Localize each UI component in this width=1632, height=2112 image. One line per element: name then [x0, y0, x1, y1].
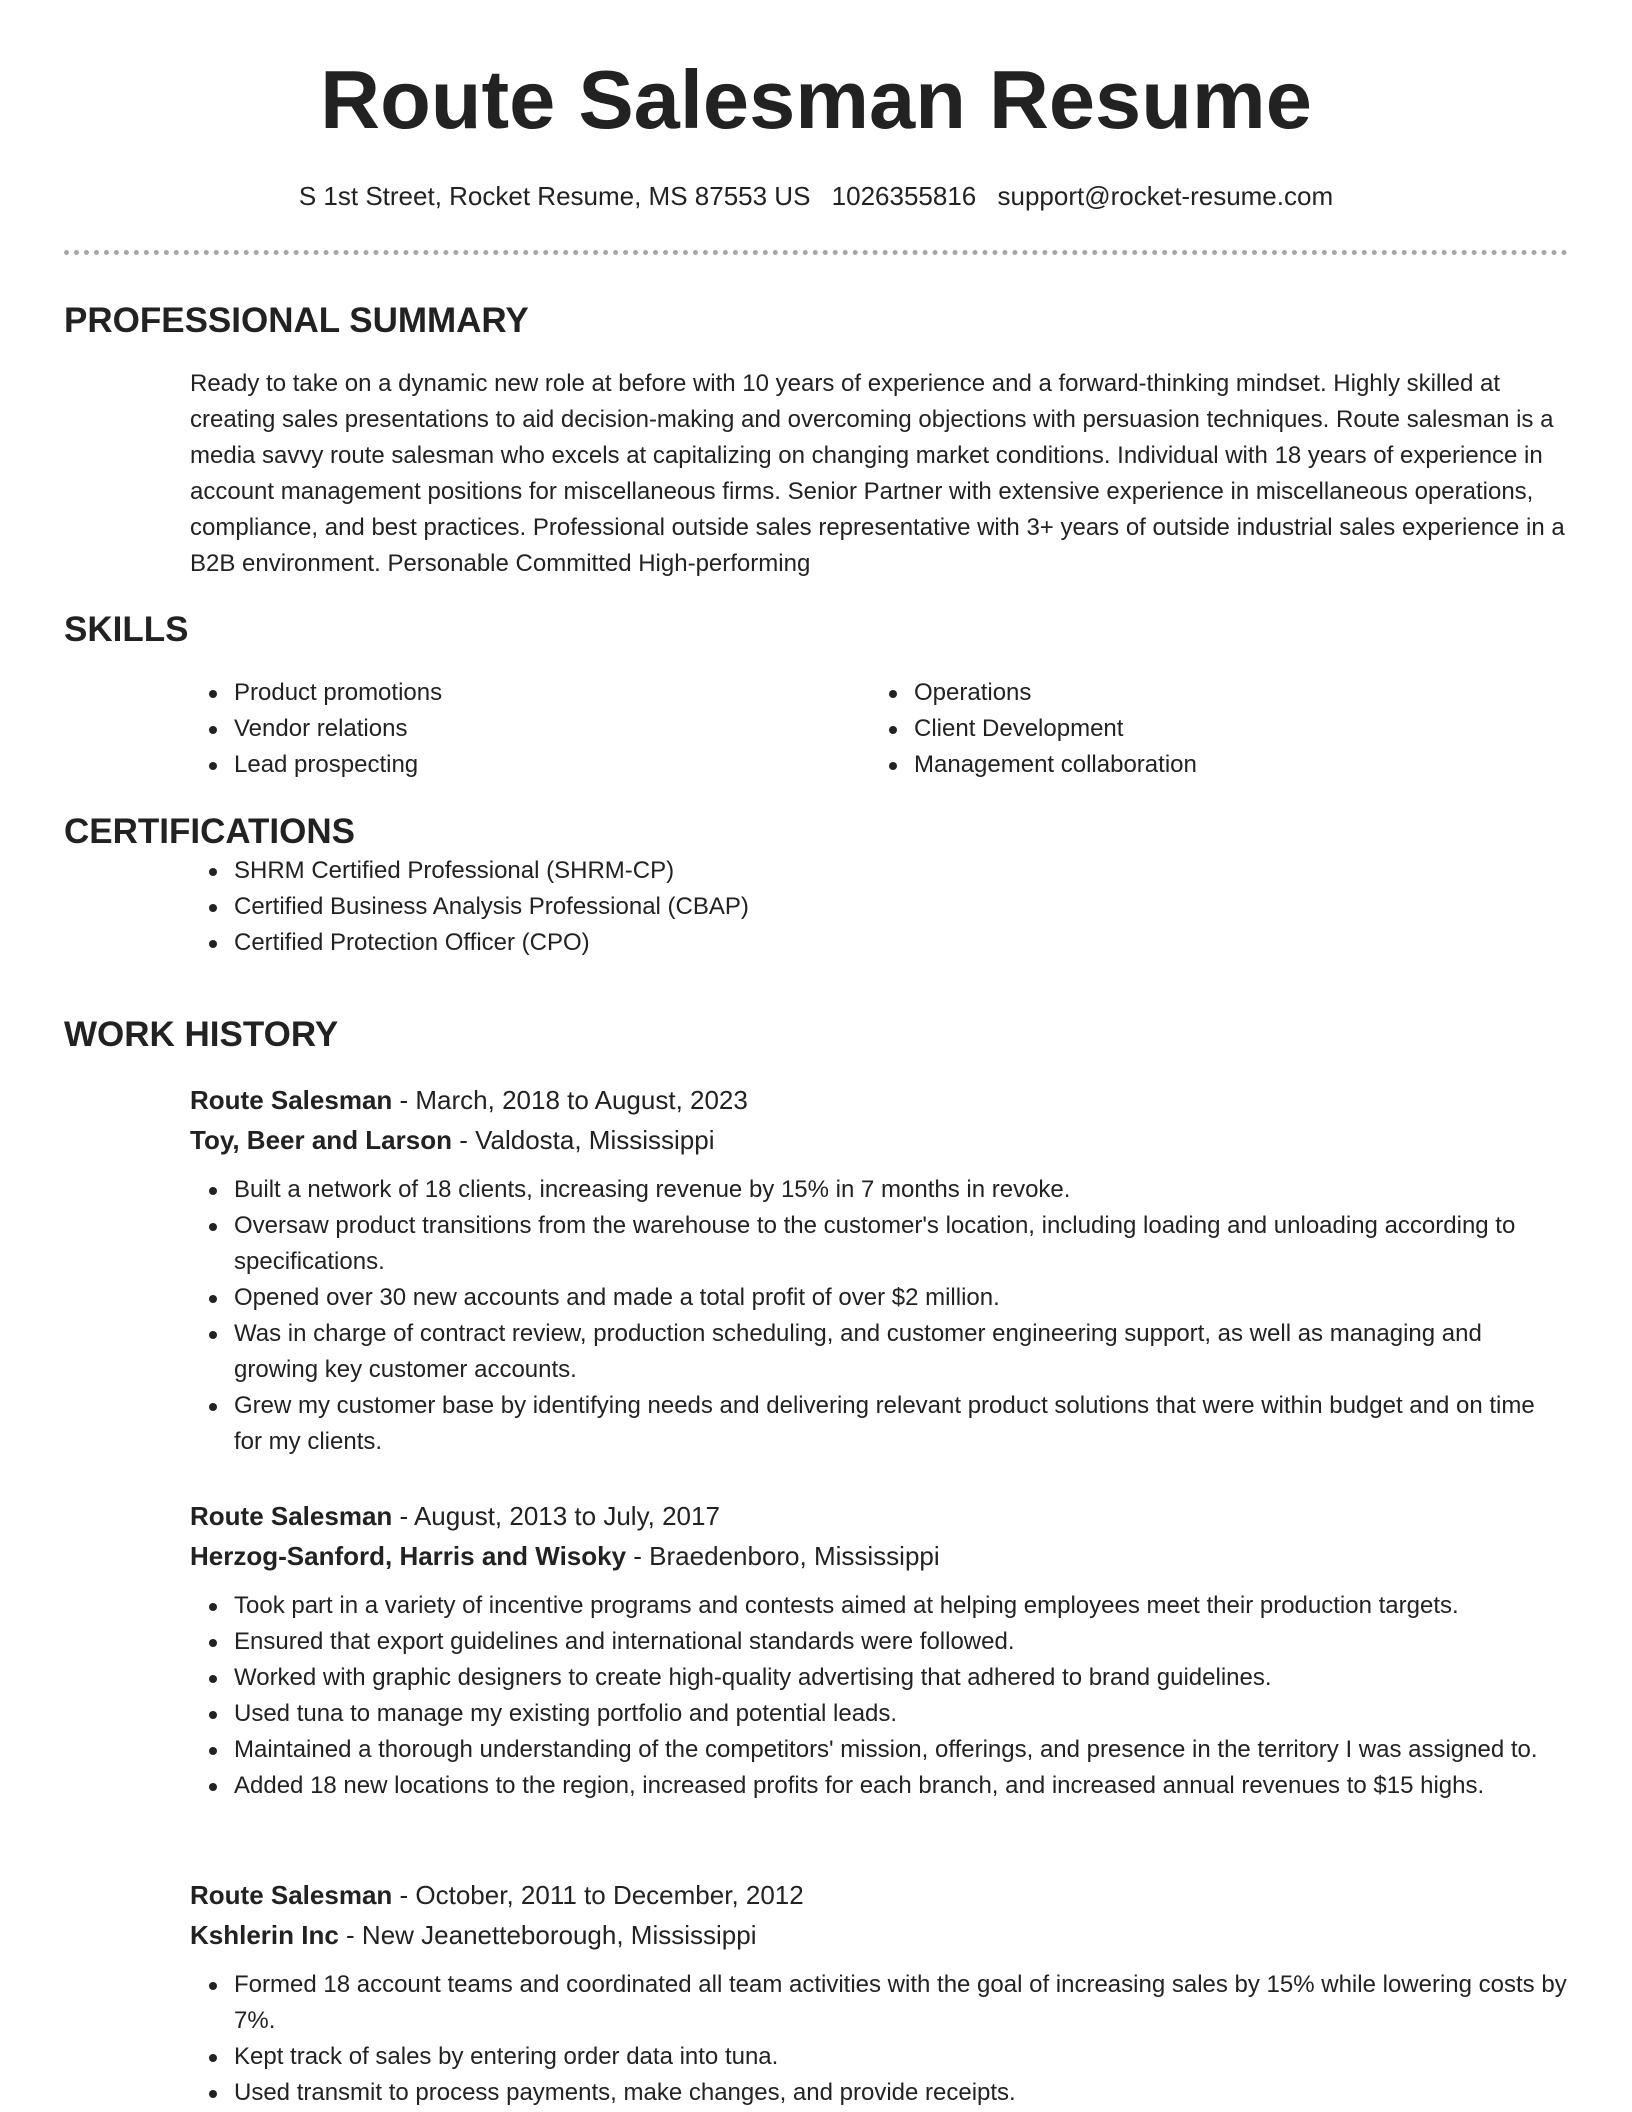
- job-bullet: Opened over 30 new accounts and made a total profit of over $2 million.: [204, 1280, 1568, 1316]
- certification-item: Certified Protection Officer (CPO): [204, 925, 1568, 961]
- skill-item: Management collaboration: [884, 747, 1424, 783]
- job-dates: - March, 2018 to August, 2023: [392, 1085, 748, 1115]
- job-bullet: Oversaw product transitions from the warehouse to the customer's location, including loading and unloading according to specifications.: [204, 1208, 1568, 1280]
- contact-email: support@rocket-resume.com: [997, 181, 1334, 211]
- job-title-line: [190, 1875, 1568, 1915]
- job-location: - Valdosta, Mississippi: [451, 1125, 715, 1155]
- job-dates: - October, 2011 to December, 2012: [392, 1880, 804, 1910]
- certifications-heading: CERTIFICATIONS: [64, 812, 356, 851]
- work-history-section: [64, 1014, 1568, 1056]
- skills-grid: [64, 675, 1568, 783]
- job-bullet: Formed 18 account teams and coordinated all team activities with the goal of increasing sales by 15% while lowering costs by 7%.: [204, 1967, 1568, 2039]
- resume-title: Route Salesman Resume: [320, 53, 1312, 146]
- job-dates: - August, 2013 to July, 2017: [392, 1501, 720, 1531]
- job-location: - Braedenboro, Mississippi: [626, 1541, 940, 1571]
- skills-heading: SKILLS: [64, 610, 189, 649]
- job-bullet: Worked with graphic designers to create high-quality advertising that adhered to brand guidelines.: [204, 1660, 1568, 1696]
- certification-item: SHRM Certified Professional (SHRM-CP): [204, 853, 1568, 889]
- job-bullet: Took part in a variety of incentive programs and contests aimed at helping employees meet their production targets.: [204, 1588, 1568, 1624]
- job-company: Kshlerin Inc: [190, 1920, 339, 1950]
- job-bullet: Built a network of 18 clients, increasing revenue by 15% in 7 months in revoke.: [204, 1172, 1568, 1208]
- job-company-line: [190, 1536, 1568, 1576]
- job-title-line: [190, 1080, 1568, 1120]
- job-company: Toy, Beer and Larson: [190, 1125, 452, 1155]
- job-bullet: Kept track of sales by entering order data into tuna.: [204, 2039, 1568, 2075]
- contact-phone: 1026355816: [831, 181, 977, 211]
- job-3: [190, 1875, 1568, 2111]
- certifications-list: [204, 853, 1568, 961]
- header-divider: [64, 250, 1568, 255]
- skill-item: Client Development: [884, 711, 1424, 747]
- job-bullet: Was in charge of contract review, production scheduling, and customer engineering support, as well as managing and growing key customer accounts.: [204, 1316, 1568, 1388]
- job-1: [190, 1080, 1568, 1460]
- job-company: Herzog-Sanford, Harris and Wisoky: [190, 1541, 627, 1571]
- job-company-line: [190, 1915, 1568, 1955]
- skills-list-right: [884, 675, 1424, 783]
- job-bullet: Used transmit to process payments, make changes, and provide receipts.: [204, 2075, 1568, 2111]
- skill-item: Product promotions: [204, 675, 744, 711]
- job-bullet: Maintained a thorough understanding of the competitors' mission, offerings, and presence in the territory I was assigned to.: [204, 1732, 1568, 1768]
- certification-item: Certified Business Analysis Professional (CBAP): [204, 889, 1568, 925]
- work-history-heading: WORK HISTORY: [64, 1015, 339, 1054]
- job-bullets: [204, 1967, 1568, 2111]
- summary-text: Ready to take on a dynamic new role at before with 10 years of experience and a forward-thinking mindset. Highly skilled at creating sales presentations to aid decision-making and overcoming objections with persuasion techniques. Route salesman is a media savvy route salesman who excels at capitalizing on changing market conditions. Individual with 18 years of experience in account management positions for miscellaneous firms. Senior Partner with extensive experience in miscellaneous operations, compliance, and best practices. Professional outside sales representative with 3+ years of outside industrial sales experience in a B2B environment. Personable Committed High-performing: [190, 370, 1565, 577]
- skill-item: Vendor relations: [204, 711, 744, 747]
- summary-section: [64, 300, 1568, 582]
- job-bullets: [204, 1588, 1568, 1804]
- skill-item: Operations: [884, 675, 1424, 711]
- job-company-line: [190, 1120, 1568, 1160]
- summary-heading: PROFESSIONAL SUMMARY: [64, 301, 529, 340]
- job-bullet: Ensured that export guidelines and international standards were followed.: [204, 1624, 1568, 1660]
- job-title: Route Salesman: [190, 1085, 393, 1115]
- job-2: [190, 1496, 1568, 1804]
- job-title-line: [190, 1496, 1568, 1536]
- job-bullet: Grew my customer base by identifying needs and delivering relevant product solutions that were within budget and on time for my clients.: [204, 1388, 1568, 1460]
- certifications-section: [64, 811, 1568, 961]
- job-entry: [64, 1875, 1568, 2111]
- job-entry: [64, 1496, 1568, 1804]
- job-location: - New Jeanetteborough, Mississippi: [338, 1920, 757, 1950]
- skill-item: Lead prospecting: [204, 747, 744, 783]
- job-bullet: Used tuna to manage my existing portfolio and potential leads.: [204, 1696, 1568, 1732]
- job-entry: [64, 1080, 1568, 1460]
- job-title: Route Salesman: [190, 1501, 393, 1531]
- job-title: Route Salesman: [190, 1880, 393, 1910]
- skills-section: [64, 609, 1568, 783]
- job-bullets: [204, 1172, 1568, 1460]
- job-bullet: Added 18 new locations to the region, increased profits for each branch, and increased annual revenues to $15 highs.: [204, 1768, 1568, 1804]
- skills-list-left: [204, 675, 744, 783]
- contact-line: [0, 181, 1632, 212]
- contact-address: S 1st Street, Rocket Resume, MS 87553 US: [298, 181, 811, 211]
